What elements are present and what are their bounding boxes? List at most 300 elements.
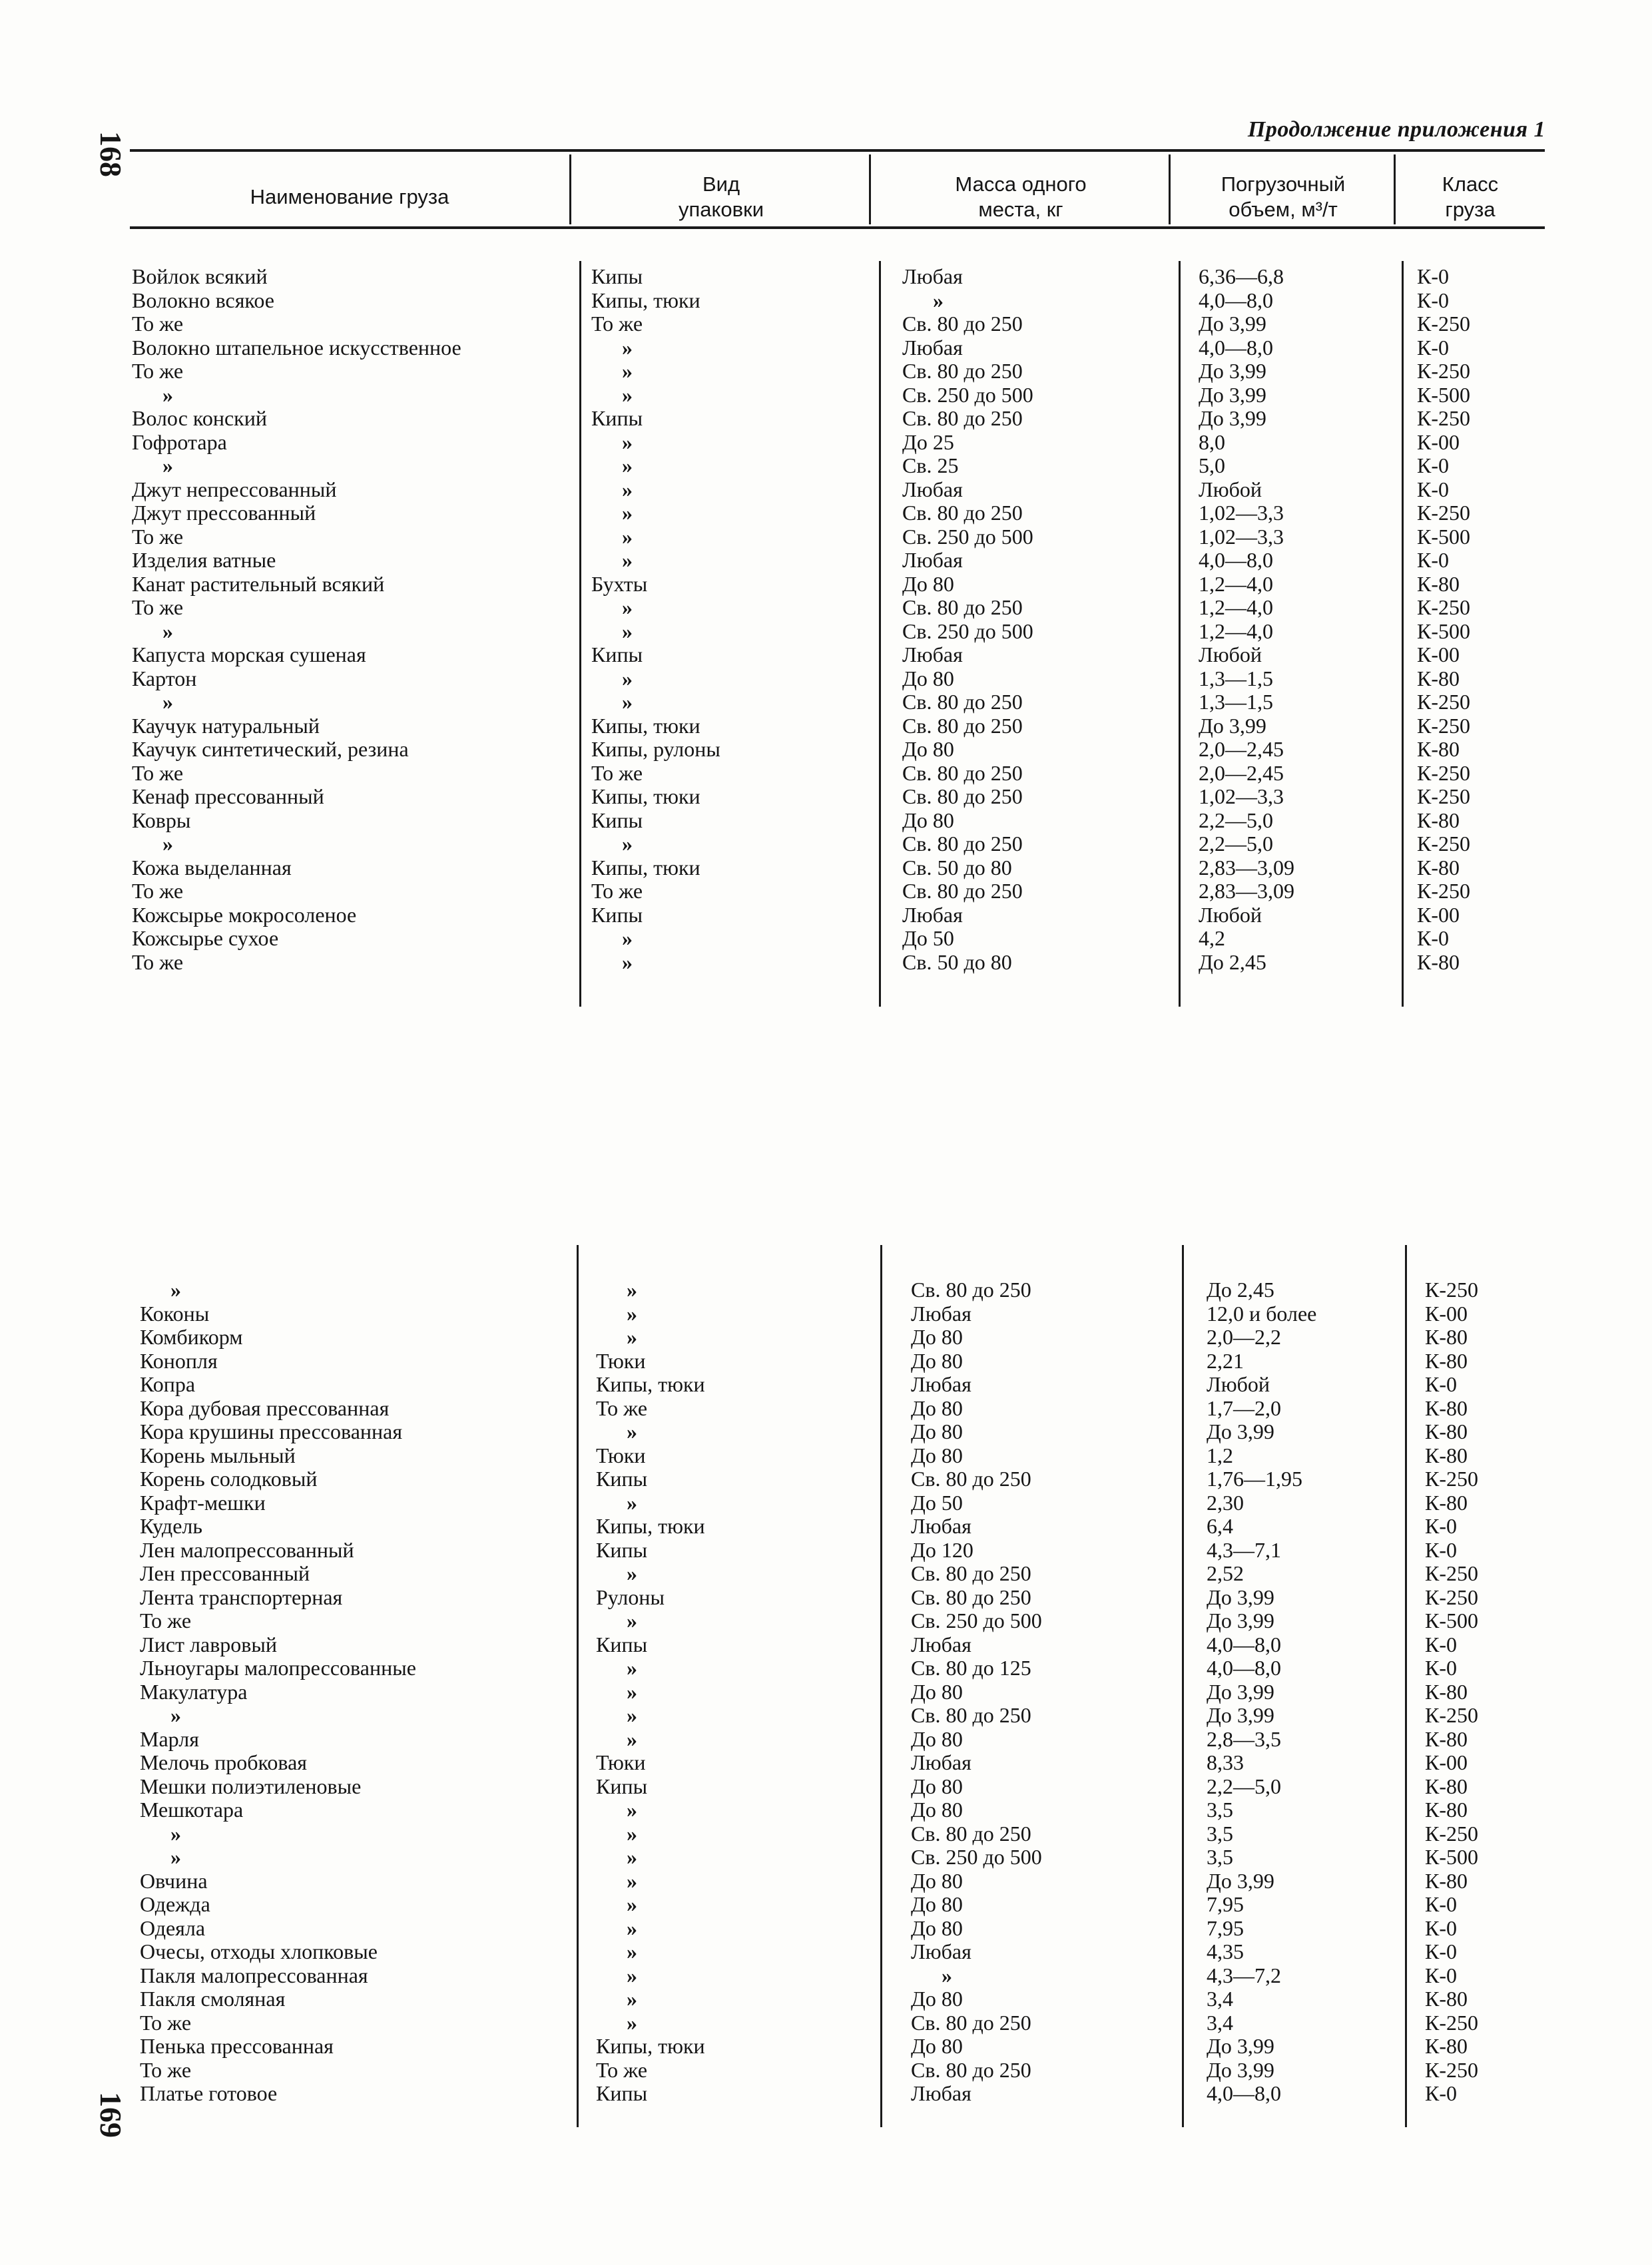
table-cell: Конопля [140,1348,218,1373]
table-cell: Кипы [591,642,643,666]
table-cell: К-250 [1417,595,1470,619]
table-cell: Макулатура [140,1679,248,1704]
table-cell: 4,35 [1207,1939,1244,1963]
table-cell: Любая [902,548,963,572]
table-cell: До 3,99 [1207,1679,1274,1704]
table-cell: То же [132,760,184,785]
section2-name-column [140,1278,579,2106]
table-cell: Любая [911,1632,971,1656]
table-cell: Любая [911,1514,971,1538]
table-cell: К-0 [1425,1939,1457,1963]
table-cell: Св. 25 [902,453,959,477]
table-cell: До 50 [911,1490,963,1515]
table-cell: То же [132,524,184,549]
table-cell: Кора дубовая прессованная [140,1395,390,1420]
table-cell: До 80 [911,1798,963,1822]
table-cell: Лента транспортерная [140,1585,343,1609]
table-cell: Овчина [140,1868,208,1893]
column-separator [1405,1245,1407,2127]
section1-mass-column [902,265,1182,974]
table-cell: До 3,99 [1207,1703,1274,1727]
table-cell: К-500 [1425,1845,1478,1869]
table-cell: » [627,1798,637,1822]
table-cell: » [627,1845,637,1869]
table-cell: До 3,99 [1199,312,1266,336]
table-cell: Волокно штапельное искусственное [132,335,461,360]
table-cell: Св. 80 до 250 [911,1585,1031,1609]
table-cell: Св. 250 до 500 [911,1609,1042,1633]
column-separator [1402,261,1404,1007]
table-cell: Очесы, отходы хлопковые [140,1939,378,1963]
table-cell: » [622,619,633,643]
table-cell: 3,5 [1207,1845,1233,1869]
table-cell: 1,2 [1207,1443,1233,1467]
table-cell: Мешки полиэтиленовые [140,1774,362,1798]
table-cell: » [622,524,633,549]
header-mass-line2: места, кг [978,198,1063,221]
table-cell: До 3,99 [1199,713,1266,738]
table-cell: Кипы, тюки [591,288,700,312]
table-cell: » [622,595,633,619]
table-cell: Кора крушины прессованная [140,1419,403,1443]
table-cell: Волос конский [132,406,267,430]
table-cell: До 80 [911,1915,963,1940]
table-cell: » [627,1821,637,1846]
table-cell: К-80 [1417,571,1460,596]
table-cell: До 80 [911,1987,963,2011]
table-cell: 8,33 [1207,1750,1244,1774]
table-cell: К-80 [1417,737,1460,761]
table-cell: 4,2 [1199,926,1225,950]
table-cell: Мешкотара [140,1798,244,1822]
table-cell: 4,0—8,0 [1207,1632,1281,1656]
section1-volume-column [1199,265,1392,974]
header-name [130,165,569,229]
table-cell: Св. 80 до 250 [911,1561,1031,1585]
table-cell: » [170,1278,181,1302]
table-cell: » [622,335,633,360]
table-cell: К-00 [1417,902,1460,927]
table-cell: Капуста морская сушеная [132,642,366,666]
header-volume [1171,165,1396,229]
table-cell: Кожа выделанная [132,855,292,880]
table-cell: » [942,1963,952,1987]
table-cell: К-250 [1417,406,1470,430]
table-cell: 7,95 [1207,1892,1244,1916]
table-cell: 2,0—2,45 [1199,760,1284,785]
table-cell: До 3,99 [1199,382,1266,407]
table-cell: » [622,359,633,383]
table-cell: К-80 [1425,1679,1468,1704]
table-cell: К-250 [1417,501,1470,525]
table-cell: Джут непрессованный [132,477,337,501]
table-cell: Св. 80 до 250 [902,406,1023,430]
table-cell: К-0 [1417,477,1449,501]
table-cell: К-0 [1417,548,1449,572]
table-cell: » [170,1821,181,1846]
table-cell: К-80 [1417,666,1460,690]
table-cell: К-250 [1425,1585,1478,1609]
table-cell: Волокно всякое [132,288,274,312]
table-cell: 5,0 [1199,453,1225,477]
table-cell: До 80 [902,571,954,596]
table-cell: Св. 250 до 500 [911,1845,1042,1869]
table-cell: Св. 80 до 125 [911,1656,1031,1680]
table-cell: К-250 [1425,1703,1478,1727]
table-cell: 1,02—3,3 [1199,524,1284,549]
table-cell: Каучук натуральный [132,713,320,738]
column-separator [879,261,881,1007]
table-cell: К-0 [1417,926,1449,950]
table-cell: Кипы, тюки [591,713,700,738]
table-cell: Тюки [596,1348,646,1373]
page-number-bottom: 169 [94,2092,128,2138]
table-cell: 2,83—3,09 [1199,855,1294,880]
table-cell: Комбикорм [140,1325,243,1349]
table-cell: То же [591,760,643,785]
table-cell: Св. 50 до 80 [902,949,1012,974]
table-cell: 12,0 и более [1207,1301,1317,1326]
table-cell: » [627,1609,637,1633]
table-cell: Кипы, рулоны [591,737,720,761]
table-cell: К-0 [1425,1915,1457,1940]
table-cell: 1,3—1,5 [1199,666,1273,690]
table-cell: Св. 80 до 250 [902,501,1023,525]
table-cell: До 80 [911,1868,963,1893]
table-cell: К-80 [1417,808,1460,832]
table-cell: Св. 250 до 500 [902,619,1033,643]
table-cell: До 25 [902,429,954,454]
table-cell: » [162,690,173,714]
table-cell: К-250 [1425,1561,1478,1585]
table-cell: » [622,548,633,572]
header-separator [569,154,571,224]
table-cell: Любой [1199,902,1262,927]
section1-class-column [1417,265,1563,974]
table-cell: » [627,1490,637,1515]
table-cell: До 80 [911,1892,963,1916]
table-cell: К-250 [1417,760,1470,785]
table-cell: » [622,666,633,690]
table-cell: Кипы [591,902,643,927]
table-cell: 1,3—1,5 [1199,690,1273,714]
table-cell: Св. 50 до 80 [902,855,1012,880]
table-cell: К-80 [1425,1419,1468,1443]
table-cell: 2,8—3,5 [1207,1726,1281,1751]
table-cell: К-250 [1425,1821,1478,1846]
table-cell: Любая [902,642,963,666]
table-cell: Джут прессованный [132,501,316,525]
table-cell: До 3,99 [1207,2034,1274,2058]
table-cell: К-250 [1417,312,1470,336]
table-cell: До 80 [902,808,954,832]
table-cell: До 80 [911,1325,963,1349]
page-number-top: 168 [94,131,128,177]
table-cell: Марля [140,1726,199,1751]
table-cell: К-250 [1425,2057,1478,2082]
table-cell: Любая [911,1372,971,1396]
table-cell: 4,0—8,0 [1199,335,1273,360]
table-cell: » [627,1325,637,1349]
table-cell: До 80 [911,1726,963,1751]
table-cell: Бухты [591,571,648,596]
table-cell: » [622,477,633,501]
table-cell: » [627,1939,637,1963]
table-cell: » [162,382,173,407]
table-cell: Пакля малопрессованная [140,1963,368,1987]
table-cell: То же [591,879,643,903]
header-class-line2: груза [1445,198,1496,221]
table-cell: Св. 80 до 250 [911,1821,1031,1846]
table-cell: Любая [911,1301,971,1326]
table-cell: То же [132,879,184,903]
table-cell: » [627,1656,637,1680]
table-cell: До 3,99 [1207,1419,1274,1443]
table-cell: 2,83—3,09 [1199,879,1294,903]
table-cell: К-80 [1417,855,1460,880]
table-cell: Лен малопрессованный [140,1537,354,1562]
header-mass [871,165,1171,229]
table-cell: Св. 250 до 500 [902,382,1033,407]
table-cell: Кенаф прессованный [132,784,324,808]
continuation-label: Продолжение приложения 1 [1247,117,1545,142]
table-cell: Крафт-мешки [140,1490,266,1515]
table-cell: Копра [140,1372,196,1396]
table-cell: 7,95 [1207,1915,1244,1940]
table-cell: 1,02—3,3 [1199,784,1284,808]
table-cell: 1,2—4,0 [1199,619,1273,643]
table-cell: 8,0 [1199,429,1225,454]
table-cell: До 80 [911,2034,963,2058]
table-cell: До 3,99 [1199,359,1266,383]
table-cell: Изделия ватные [132,548,276,572]
table-cell: То же [132,949,184,974]
header-pack-line1: Вид [702,172,740,196]
table-cell: К-500 [1417,524,1470,549]
table-cell: » [622,382,633,407]
table-cell: К-250 [1417,784,1470,808]
table-cell: Кудель [140,1514,202,1538]
table-cell: К-80 [1425,1774,1468,1798]
table-cell: 3,5 [1207,1798,1233,1822]
table-cell: Кипы [591,264,643,288]
table-cell: 4,3—7,2 [1207,1963,1281,1987]
section2-mass-column [911,1278,1191,2106]
table-cell: » [627,1868,637,1893]
table-cell: Кипы, тюки [596,1372,705,1396]
table-cell: К-250 [1425,1467,1478,1491]
table-cell: Любая [911,1750,971,1774]
table-cell: К-0 [1425,2081,1457,2105]
table-cell: К-00 [1417,429,1460,454]
table-cell: » [933,288,944,312]
table-cell: » [627,1963,637,1987]
table-cell: Одеяла [140,1915,206,1940]
table-cell: До 50 [902,926,954,950]
table-cell: » [622,926,633,950]
table-cell: К-80 [1425,1348,1468,1373]
section2-class-column [1425,1278,1571,2106]
table-cell: То же [132,359,184,383]
table-cell: Кипы, тюки [591,784,700,808]
header-separator [1394,154,1396,224]
table-cell: К-80 [1417,949,1460,974]
table-cell: К-80 [1425,1726,1468,1751]
table-cell: 4,0—8,0 [1199,288,1273,312]
table-cell: Картон [132,666,197,690]
table-cell: » [627,1892,637,1916]
table-cell: К-00 [1425,1301,1468,1326]
table-cell: 1,2—4,0 [1199,595,1273,619]
table-cell: К-250 [1417,359,1470,383]
table-cell: » [622,453,633,477]
table-cell: 3,5 [1207,1821,1233,1846]
section1-name-column [132,265,571,974]
table-cell: То же [140,2010,192,2035]
table-cell: » [622,501,633,525]
table-cell: Тюки [596,1750,646,1774]
table-cell: До 80 [902,737,954,761]
table-cell: Кипы [596,2081,648,2105]
table-cell: 2,0—2,2 [1207,1325,1281,1349]
table-cell: Кипы [596,1632,648,1656]
table-cell: Любой [1207,1372,1270,1396]
table-cell: К-0 [1425,1514,1457,1538]
table-cell: 1,02—3,3 [1199,501,1284,525]
table-cell: 1,2—4,0 [1199,571,1273,596]
table-cell: » [622,949,633,974]
table-cell: » [622,832,633,856]
column-separator [880,1245,882,2127]
table-cell: » [170,1703,181,1727]
table-cell: К-80 [1425,1395,1468,1420]
table-cell: Льноугары малопрессованные [140,1656,416,1680]
table-cell: Пенька прессованная [140,2034,334,2058]
table-cell: К-80 [1425,1987,1468,2011]
table-cell: То же [596,1395,648,1420]
table-cell: К-250 [1417,690,1470,714]
table-cell: К-250 [1417,832,1470,856]
table-cell: » [627,1726,637,1751]
header-separator [1169,154,1171,224]
table-cell: » [162,619,173,643]
table-cell: До 120 [911,1537,973,1562]
table-cell: » [627,1987,637,2011]
table-cell: Кожсырье сухое [132,926,279,950]
table-cell: Кипы [591,808,643,832]
table-cell: До 80 [911,1419,963,1443]
table-cell: До 3,99 [1199,406,1266,430]
table-cell: То же [132,595,184,619]
table-cell: Пакля смоляная [140,1987,286,2011]
table-cell: » [627,1679,637,1704]
table-cell: Рулоны [596,1585,665,1609]
table-cell: » [627,1915,637,1940]
table-cell: Св. 80 до 250 [902,760,1023,785]
header-name-text: Наименование груза [250,185,449,209]
table-cell: Св. 80 до 250 [902,595,1023,619]
table-cell: До 80 [911,1679,963,1704]
table-cell: Гофротара [132,429,227,454]
table-cell: » [162,453,173,477]
table-cell: 2,52 [1207,1561,1244,1585]
table-cell: Каучук синтетический, резина [132,737,409,761]
table-cell: Войлок всякий [132,264,268,288]
table-cell: К-0 [1417,335,1449,360]
table-cell: Любая [902,477,963,501]
table-cell: » [627,1419,637,1443]
table-cell: Кипы [596,1537,648,1562]
column-separator [579,261,581,1007]
table-cell: 1,7—2,0 [1207,1395,1281,1420]
table-cell: Лист лавровый [140,1632,278,1656]
table-cell: К-250 [1417,879,1470,903]
table-cell: К-250 [1417,713,1470,738]
table-cell: До 3,99 [1207,1585,1274,1609]
table-cell: 4,0—8,0 [1207,2081,1281,2105]
table-cell: Канат растительный всякий [132,571,385,596]
table-cell: Св. 80 до 250 [902,312,1023,336]
table-cell: До 80 [911,1348,963,1373]
table-cell: » [162,832,173,856]
header-pack-line2: упаковки [678,198,764,221]
table-cell: 2,2—5,0 [1199,832,1273,856]
table-cell: 2,21 [1207,1348,1244,1373]
table-cell: К-00 [1425,1750,1468,1774]
table-cell: То же [591,312,643,336]
table-cell: » [627,1301,637,1326]
table-cell: К-250 [1425,2010,1478,2035]
header-volume-line1: Погрузочный [1221,172,1346,196]
table-cell: 4,0—8,0 [1207,1656,1281,1680]
header-separator [869,154,871,224]
table-cell: Любая [902,264,963,288]
table-cell: Кипы [596,1467,648,1491]
table-cell: К-00 [1417,642,1460,666]
table-cell: 3,4 [1207,1987,1233,2011]
table-cell: Кожсырье мокросоленое [132,902,357,927]
table-cell: Св. 80 до 250 [902,784,1023,808]
table-cell: Св. 80 до 250 [902,879,1023,903]
table-cell: Св. 80 до 250 [911,2010,1031,2035]
table-cell: 6,36—6,8 [1199,264,1284,288]
header-top-rule [130,149,1545,152]
table-cell: К-500 [1425,1609,1478,1633]
table-cell: Св. 80 до 250 [902,690,1023,714]
header-class-line1: Класс [1442,172,1499,196]
table-cell: К-0 [1425,1372,1457,1396]
table-cell: К-0 [1425,1892,1457,1916]
table-cell: 4,3—7,1 [1207,1537,1281,1562]
table-cell: К-0 [1425,1537,1457,1562]
table-cell: Св. 80 до 250 [902,713,1023,738]
table-cell: До 3,99 [1207,2057,1274,2082]
table-cell: К-80 [1425,1490,1468,1515]
table-cell: К-500 [1417,619,1470,643]
table-cell: К-500 [1417,382,1470,407]
table-cell: До 80 [911,1395,963,1420]
table-cell: То же [596,2057,648,2082]
table-cell: К-80 [1425,1325,1468,1349]
table-cell: 4,0—8,0 [1199,548,1273,572]
table-cell: Любой [1199,642,1262,666]
table-cell: » [622,690,633,714]
header-pack [571,165,871,229]
table-cell: К-80 [1425,1798,1468,1822]
table-cell: К-250 [1425,1278,1478,1302]
header-class [1396,165,1545,229]
table-cell: К-80 [1425,1868,1468,1893]
